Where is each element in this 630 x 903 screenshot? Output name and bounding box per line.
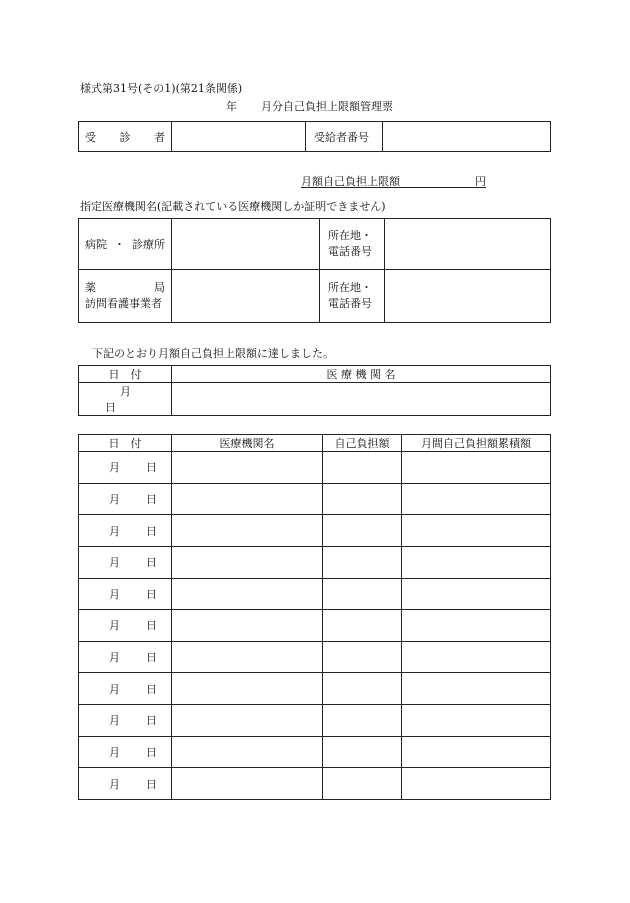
log-institution-field[interactable] xyxy=(172,736,323,768)
hospital-address-label-1: 所在地・ xyxy=(328,229,372,242)
log-date-cell[interactable] xyxy=(79,610,172,642)
log-date-cell[interactable] xyxy=(79,515,172,547)
log-copay-input[interactable] xyxy=(323,642,401,673)
log-month: 月 xyxy=(109,619,120,633)
log-row xyxy=(79,610,551,642)
recipient-label-cell: 受 診 者 xyxy=(79,122,172,152)
log-month: 月 xyxy=(109,714,120,728)
log-copay-input[interactable] xyxy=(323,484,401,515)
log-copay-field[interactable] xyxy=(323,705,402,737)
log-institution-input[interactable] xyxy=(172,642,322,673)
log-institution-field[interactable] xyxy=(172,673,323,705)
designated-heading: 指定医療機関名(記載されている医療機関しか証明できません) xyxy=(80,200,386,213)
log-copay-field[interactable] xyxy=(323,452,402,484)
reached-statement: 下記のとおり月額自己負担上限額に達しました。 xyxy=(92,347,334,360)
log-institution-input[interactable] xyxy=(172,705,322,736)
monthly-limit-line xyxy=(301,173,486,188)
reached-col-date: 日 付 xyxy=(79,366,172,383)
log-copay-input[interactable] xyxy=(323,705,401,736)
log-cumulative-input[interactable] xyxy=(402,484,550,515)
log-month: 月 xyxy=(109,587,120,601)
log-copay-input[interactable] xyxy=(323,673,401,704)
log-day: 日 xyxy=(146,461,157,475)
reached-institution-input[interactable] xyxy=(172,383,550,415)
log-month: 月 xyxy=(109,461,120,475)
log-day: 日 xyxy=(146,745,157,759)
log-institution-field[interactable] xyxy=(172,768,323,800)
log-col-cumulative: 月間自己負担額累積額 xyxy=(402,435,551,452)
log-month: 月 xyxy=(109,651,120,665)
log-date-cell[interactable] xyxy=(79,736,172,768)
log-institution-field[interactable] xyxy=(172,483,323,515)
log-date-cell[interactable] xyxy=(79,452,172,484)
log-copay-input[interactable] xyxy=(323,768,401,799)
log-row xyxy=(79,578,551,610)
log-day: 日 xyxy=(146,714,157,728)
pharmacy-label-1: 薬 局 xyxy=(85,281,165,294)
log-cumulative-field[interactable] xyxy=(402,610,551,642)
log-row xyxy=(79,768,551,800)
log-institution-input[interactable] xyxy=(172,515,322,546)
log-copay-input[interactable] xyxy=(323,610,401,641)
log-date-cell[interactable] xyxy=(79,546,172,578)
log-copay-field[interactable] xyxy=(323,578,402,610)
reached-col-institution: 医 療 機 関 名 xyxy=(172,366,551,383)
log-col-institution: 医療機関名 xyxy=(172,435,323,452)
log-day: 日 xyxy=(146,619,157,633)
recipient-number-label: 受給者番号 xyxy=(306,122,383,152)
recipient-table xyxy=(78,121,551,152)
log-cumulative-input[interactable] xyxy=(402,642,550,673)
log-table xyxy=(78,434,551,800)
log-copay-input[interactable] xyxy=(323,452,401,483)
log-copay-input[interactable] xyxy=(323,737,401,768)
monthly-limit-unit: 円 xyxy=(475,175,486,188)
log-month: 月 xyxy=(109,492,120,506)
log-copay-input[interactable] xyxy=(323,547,401,578)
log-institution-input[interactable] xyxy=(172,768,322,799)
log-row xyxy=(79,483,551,515)
log-cumulative-input[interactable] xyxy=(402,673,550,704)
log-day: 日 xyxy=(146,682,157,696)
log-institution-input[interactable] xyxy=(172,737,322,768)
log-institution-field[interactable] xyxy=(172,610,323,642)
log-cumulative-field[interactable] xyxy=(402,736,551,768)
log-day: 日 xyxy=(146,587,157,601)
log-copay-field[interactable] xyxy=(323,610,402,642)
log-col-date: 日 付 xyxy=(79,435,172,452)
log-date-cell[interactable] xyxy=(79,768,172,800)
log-month: 月 xyxy=(109,777,120,791)
log-day: 日 xyxy=(146,777,157,791)
log-institution-input[interactable] xyxy=(172,673,322,704)
log-row xyxy=(79,705,551,737)
log-institution-input[interactable] xyxy=(172,579,322,610)
pharmacy-name-field[interactable] xyxy=(172,270,320,323)
reached-institution-field[interactable] xyxy=(172,383,551,416)
recipient-name-input[interactable] xyxy=(172,122,305,151)
log-copay-field[interactable] xyxy=(323,673,402,705)
log-month: 月 xyxy=(109,745,120,759)
log-copay-field[interactable] xyxy=(323,483,402,515)
log-copay-field[interactable] xyxy=(323,768,402,800)
page-title: 月分自己負担上限額管理票 xyxy=(261,100,393,113)
log-cumulative-input[interactable] xyxy=(402,547,550,578)
log-copay-input[interactable] xyxy=(323,515,401,546)
institutions-table xyxy=(78,218,551,323)
log-row xyxy=(79,452,551,484)
log-row xyxy=(79,641,551,673)
log-cumulative-field[interactable] xyxy=(402,483,551,515)
log-date-cell[interactable] xyxy=(79,705,172,737)
log-cumulative-field[interactable] xyxy=(402,515,551,547)
log-cumulative-input[interactable] xyxy=(402,737,550,768)
log-day: 日 xyxy=(146,524,157,538)
recipient-number-field[interactable] xyxy=(383,122,551,152)
log-cumulative-input[interactable] xyxy=(402,579,550,610)
log-institution-field[interactable] xyxy=(172,578,323,610)
log-institution-input[interactable] xyxy=(172,610,322,641)
log-row xyxy=(79,515,551,547)
pharmacy-address-label-1: 所在地・ xyxy=(328,281,372,294)
log-date-cell[interactable] xyxy=(79,578,172,610)
log-institution-field[interactable] xyxy=(172,546,323,578)
log-cumulative-field[interactable] xyxy=(402,673,551,705)
log-institution-field[interactable] xyxy=(172,452,323,484)
reached-month: 月 xyxy=(120,385,131,398)
reached-date-cell[interactable] xyxy=(79,383,172,416)
reached-table xyxy=(78,365,551,416)
log-cumulative-input[interactable] xyxy=(402,705,550,736)
log-day: 日 xyxy=(146,556,157,570)
hospital-address-label-2: 電話番号 xyxy=(328,245,372,258)
log-institution-field[interactable] xyxy=(172,705,323,737)
hospital-name-input[interactable] xyxy=(172,219,319,269)
log-col-copay: 自己負担額 xyxy=(323,435,402,452)
recipient-number-input[interactable] xyxy=(383,122,550,151)
log-copay-field[interactable] xyxy=(323,515,402,547)
log-cumulative-input[interactable] xyxy=(402,452,550,483)
pharmacy-name-input[interactable] xyxy=(172,270,319,322)
log-cumulative-input[interactable] xyxy=(402,515,550,546)
log-month: 月 xyxy=(109,524,120,538)
log-cumulative-field[interactable] xyxy=(402,452,551,484)
log-day: 日 xyxy=(146,492,157,506)
form-number: 様式第31号(その1)(第21条関係) xyxy=(80,82,243,95)
log-row xyxy=(79,673,551,705)
log-cumulative-field[interactable] xyxy=(402,641,551,673)
monthly-limit-label: 月額自己負担上限額 xyxy=(301,175,400,188)
log-day: 日 xyxy=(146,651,157,665)
log-institution-field[interactable] xyxy=(172,515,323,547)
log-cumulative-field[interactable] xyxy=(402,768,551,800)
pharmacy-label-2: 訪問看護事業者 xyxy=(85,297,162,310)
log-institution-field[interactable] xyxy=(172,641,323,673)
title-year: 年 xyxy=(226,100,237,113)
log-date-cell[interactable] xyxy=(79,641,172,673)
pharmacy-address-field[interactable] xyxy=(385,270,551,323)
log-copay-input[interactable] xyxy=(323,579,401,610)
log-institution-input[interactable] xyxy=(172,484,322,515)
log-cumulative-field[interactable] xyxy=(402,578,551,610)
log-month: 月 xyxy=(109,556,120,570)
hospital-address-input[interactable] xyxy=(385,219,550,269)
pharmacy-address-label-2: 電話番号 xyxy=(328,297,372,310)
log-cumulative-input[interactable] xyxy=(402,610,550,641)
hospital-address-field[interactable] xyxy=(385,219,551,270)
hospital-label-cell: 病院 ・ 診療所 xyxy=(79,219,172,270)
log-copay-field[interactable] xyxy=(323,736,402,768)
log-cumulative-field[interactable] xyxy=(402,546,551,578)
log-institution-input[interactable] xyxy=(172,452,322,483)
log-date-cell[interactable] xyxy=(79,673,172,705)
log-row xyxy=(79,546,551,578)
log-cumulative-input[interactable] xyxy=(402,768,550,799)
hospital-name-field[interactable] xyxy=(172,219,320,270)
log-copay-field[interactable] xyxy=(323,546,402,578)
pharmacy-address-label xyxy=(320,270,385,323)
log-date-cell[interactable] xyxy=(79,483,172,515)
log-month: 月 xyxy=(109,682,120,696)
log-cumulative-field[interactable] xyxy=(402,705,551,737)
log-copay-field[interactable] xyxy=(323,641,402,673)
reached-day: 日 xyxy=(105,401,116,414)
log-row xyxy=(79,736,551,768)
pharmacy-address-input[interactable] xyxy=(385,270,550,322)
log-institution-input[interactable] xyxy=(172,547,322,578)
pharmacy-label-cell xyxy=(79,270,172,323)
recipient-name-field[interactable] xyxy=(172,122,306,152)
hospital-address-label xyxy=(320,219,385,270)
